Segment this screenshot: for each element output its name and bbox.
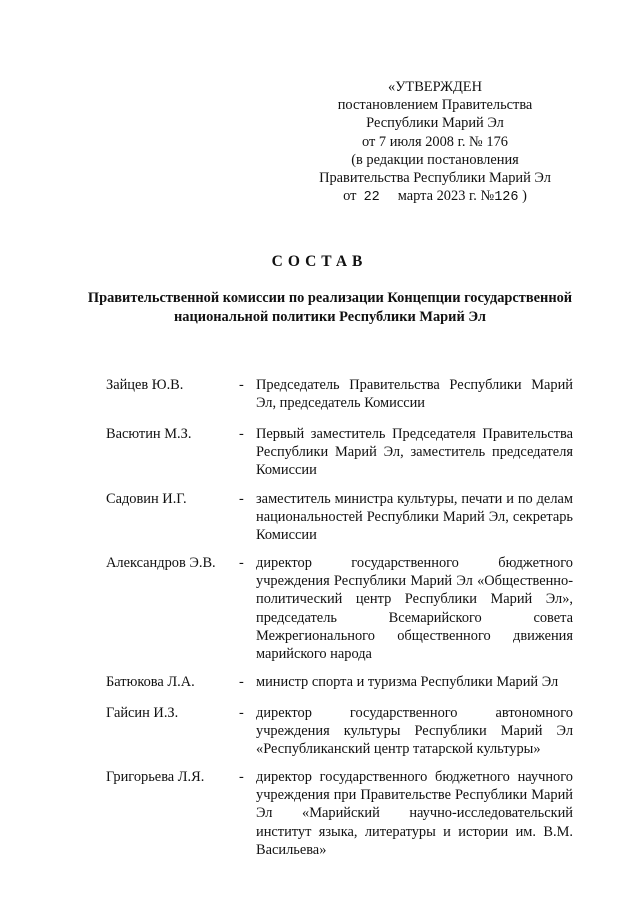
member-role: заместитель министра культуры, печати и по делам национальностей Республики Марий Эл, секретарь Комиссии	[256, 491, 573, 544]
approval-line: Правительства Республики Марий Эл	[319, 170, 551, 187]
amendment-month-year: марта 2023 г. №	[397, 188, 495, 205]
amendment-suffix: )	[522, 188, 527, 205]
member-dash: -	[239, 769, 244, 785]
amendment-number: 126	[494, 190, 519, 206]
member-name: Садовин И.Г.	[106, 491, 187, 507]
member-role: директор государственного бюджетного учреждения Республики Марий Эл «Общественно-политический центр Республики Марий Эл», председатель Всемарийского совета Межрегионального общественного движения марийского народа	[256, 555, 573, 663]
document-heading: СОСТАВ	[271, 253, 368, 270]
member-role: директор государственного бюджетного научного учреждения при Правительстве Республики Марий Эл «Марийский научно-исследовательский институт языка, литературы и истории им. В.М. Васильева»	[256, 769, 573, 858]
member-dash: -	[239, 426, 244, 442]
member-name: Гайсин И.З.	[106, 705, 179, 721]
member-dash: -	[239, 705, 244, 721]
approval-stamp	[290, 78, 580, 207]
member-role: министр спорта и туризма Республики Марий Эл	[256, 674, 559, 690]
approval-line: постановлением Правительства	[337, 97, 533, 114]
approval-line: от 7 июля 2008 г. № 176	[362, 133, 508, 150]
member-name: Зайцев Ю.В.	[106, 377, 184, 393]
member-name: Васютин М.З.	[106, 426, 192, 442]
approval-line: «УТВЕРЖДЕН	[388, 79, 482, 95]
member-role: Первый заместитель Председателя Правительства Республики Марий Эл, заместитель председателя Комиссии	[256, 426, 573, 479]
member-role: Председатель Правительства Республики Марий Эл, председатель Комиссии	[256, 377, 573, 412]
member-dash: -	[239, 377, 244, 393]
amendment-day: 22	[363, 190, 380, 206]
member-name: Батюкова Л.А.	[106, 674, 195, 690]
amendment-prefix: от	[343, 188, 357, 205]
approval-line: Республики Марий Эл	[366, 115, 504, 132]
member-dash: -	[239, 674, 244, 690]
member-dash: -	[239, 491, 244, 507]
document-subheading: Правительственной комиссии по реализации Концепции государственной национальной политики Республики Марий Эл	[87, 290, 573, 325]
member-role: директор государственного автономного учреждения культуры Республики Марий Эл «Республиканский центр татарской культуры»	[256, 705, 573, 758]
member-name: Александров Э.В.	[106, 555, 216, 571]
approval-line: (в редакции постановления	[351, 151, 519, 168]
member-dash: -	[239, 555, 244, 571]
member-name: Григорьева Л.Я.	[106, 769, 205, 785]
approval-line-amendment	[290, 187, 580, 207]
